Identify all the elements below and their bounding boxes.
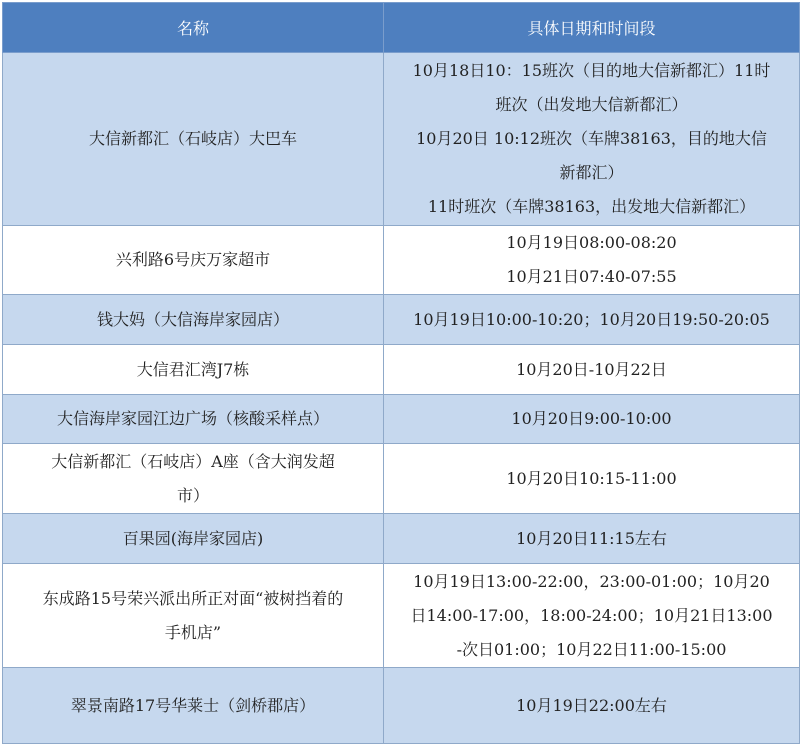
- location-line: 东成路15号荣兴派出所正对面“被树挡着的: [42, 588, 344, 608]
- table-row: [3, 53, 800, 226]
- time-cell: [384, 295, 800, 345]
- location-line: 钱大妈（大信海岸家园店）: [96, 309, 289, 329]
- location-cell: [3, 53, 384, 226]
- location-cell: [3, 564, 384, 668]
- location-line: 翠景南路17号华莱士（剑桥郡店）: [70, 695, 316, 715]
- location-line: 手机店”: [164, 622, 222, 642]
- table-row: [3, 514, 800, 564]
- time-line: 10月20日9:00-10:00: [511, 409, 672, 428]
- time-line: 10月20日10:15-11:00: [506, 468, 677, 488]
- location-line: 大信君汇湾J7栋: [136, 359, 250, 379]
- location-line: 市）: [176, 485, 209, 505]
- time-line: 10月19日22:00左右: [516, 695, 667, 715]
- time-cell: [384, 514, 800, 564]
- table-row: [3, 295, 800, 345]
- table-row: [3, 564, 800, 668]
- location-line: 百果园(海岸家园店): [122, 528, 264, 548]
- time-cell: [384, 226, 800, 295]
- header-name: 名称: [3, 3, 384, 53]
- location-cell: [3, 514, 384, 564]
- table-row: [3, 226, 800, 295]
- header-time: 具体日期和时间段: [384, 3, 800, 53]
- time-line: 10月19日10:00-10:20；10月20日19:50-20:05: [413, 309, 770, 329]
- time-line: 10月19日08:00-08:20: [506, 233, 677, 252]
- time-cell: [384, 444, 800, 514]
- table-row: [3, 395, 800, 444]
- header-row: [3, 3, 800, 53]
- location-cell: [3, 668, 384, 744]
- time-cell: [384, 395, 800, 444]
- location-cell: [3, 444, 384, 514]
- time-line: 班次（出发地大信新都汇）: [495, 95, 688, 114]
- time-cell: [384, 564, 800, 668]
- location-cell: [3, 395, 384, 444]
- time-line: 10月18日10：15班次（目的地大信新都汇）11时: [412, 61, 771, 80]
- time-line: 10月20日11:15左右: [516, 528, 667, 548]
- location-cell: [3, 295, 384, 345]
- time-line: 日14:00-17:00，18:00-24:00；10月21日13:00: [410, 605, 773, 625]
- time-line: 11时班次（车牌38163，出发地大信新都汇）: [427, 197, 756, 216]
- time-line: 10月20日 10:12班次（车牌38163，目的地大信: [416, 129, 767, 148]
- exposure-locations-table: [2, 2, 800, 744]
- table-row: [3, 345, 800, 395]
- location-cell: [3, 226, 384, 295]
- location-line: 大信新都汇（石岐店）大巴车: [88, 129, 297, 148]
- location-cell: [3, 345, 384, 395]
- location-line: 大信海岸家园江边广场（核酸采样点）: [56, 409, 329, 428]
- time-line: 10月20日-10月22日: [516, 359, 667, 379]
- time-line: 10月21日07:40-07:55: [506, 267, 677, 286]
- time-cell: [384, 53, 800, 226]
- time-cell: [384, 668, 800, 744]
- time-line: -次日01:00；10月22日11:00-15:00: [456, 639, 727, 659]
- time-cell: [384, 345, 800, 395]
- table-row: [3, 668, 800, 744]
- time-line: 新都汇）: [559, 163, 624, 182]
- time-line: 10月19日13:00-22:00，23:00-01:00；10月20: [413, 571, 770, 591]
- table-row: [3, 444, 800, 514]
- location-line: 兴利路6号庆万家超市: [115, 250, 271, 269]
- location-line: 大信新都汇（石岐店）A座（含大润发超: [51, 451, 335, 471]
